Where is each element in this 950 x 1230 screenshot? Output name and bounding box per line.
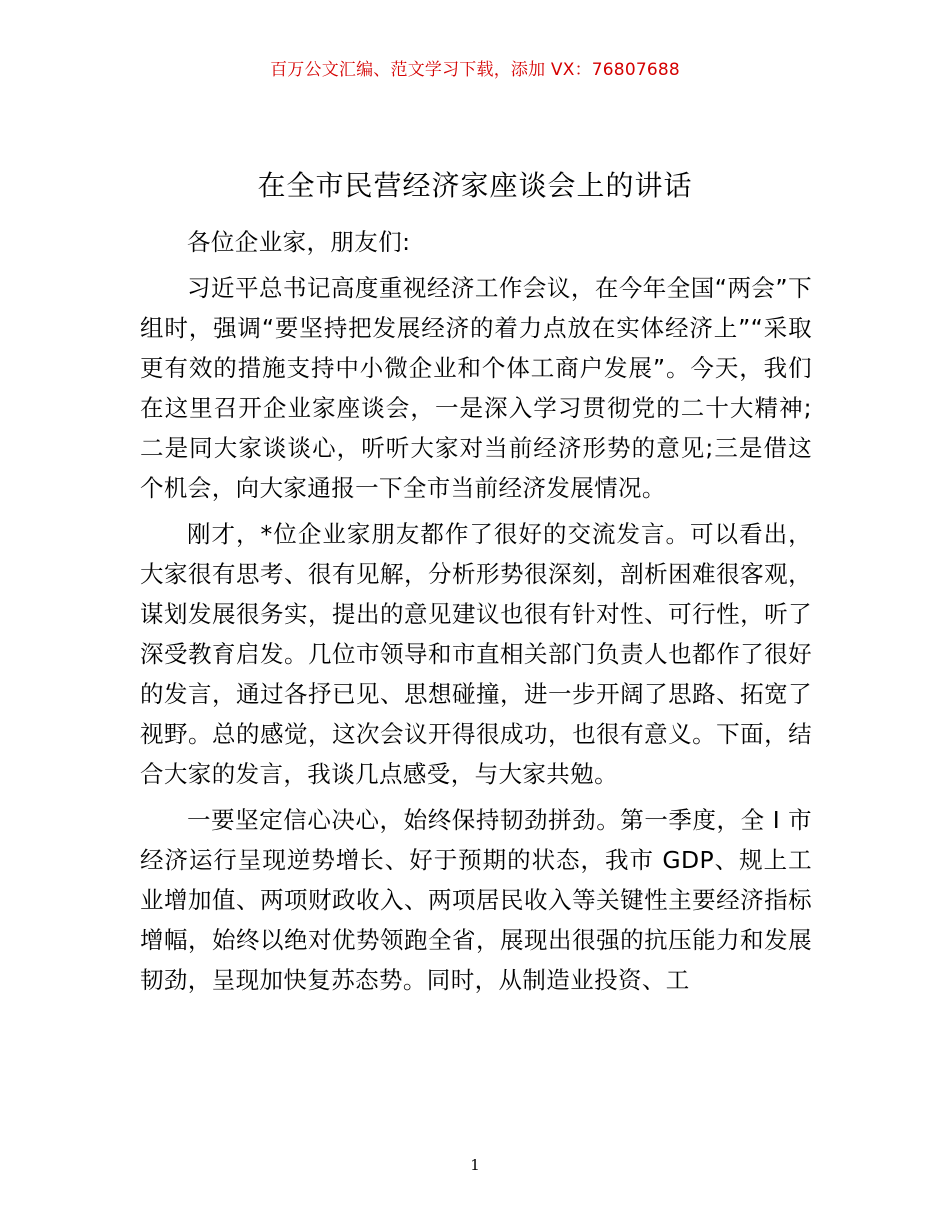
- document-body: [140, 222, 812, 1006]
- page-number: 1: [470, 1156, 480, 1174]
- body-paragraph: 一要坚定信心决心，始终保持韧劲拼劲。第一季度，全 I 市经济运行呈现逆势增长、好于预期的状态，我市 GDP、规上工业增加值、两项财政收入、两项居民收入等关键性主要经济指标增幅，始终以绝对优势领跑全省，展现出很强的抗压能力和发展韧劲，呈现加快复苏态势。同时，从制造业投资、工: [140, 806, 812, 994]
- header-banner: 百万公文汇编、范文学习下载，添加 VX：76807688: [270, 60, 680, 80]
- document-title: 在全市民营经济家座谈会上的讲话: [257, 169, 693, 202]
- body-paragraph: 习近平总书记高度重视经济工作会议，在今年全国“两会”下组时，强调“要坚持把发展经济的着力点放在实体经济上”“采取更有效的措施支持中小微企业和个体工商户发展”。今天，我们在这里召开企业家座谈会，一是深入学习贯彻党的二十大精神;二是同大家谈谈心，听听大家对当前经济形势的意见;三是借这个机会，向大家通报一下全市当前经济发展情况。: [140, 274, 812, 502]
- salutation-paragraph: 各位企业家，朋友们:: [187, 228, 411, 256]
- body-paragraph: 刚才，*位企业家朋友都作了很好的交流发言。可以看出，大家很有思考、很有见解，分析形势很深刻，剖析困难很客观，谋划发展很务实，提出的意见建议也很有针对性、可行性，听了深受教育启发。几位市领导和市直相关部门负责人也都作了很好的发言，通过各抒已见、思想碰撞，进一步开阔了思路、拓宽了视野。总的感觉，这次会议开得很成功，也很有意义。下面，结合大家的发言，我谈几点感受，与大家共勉。: [140, 520, 812, 788]
